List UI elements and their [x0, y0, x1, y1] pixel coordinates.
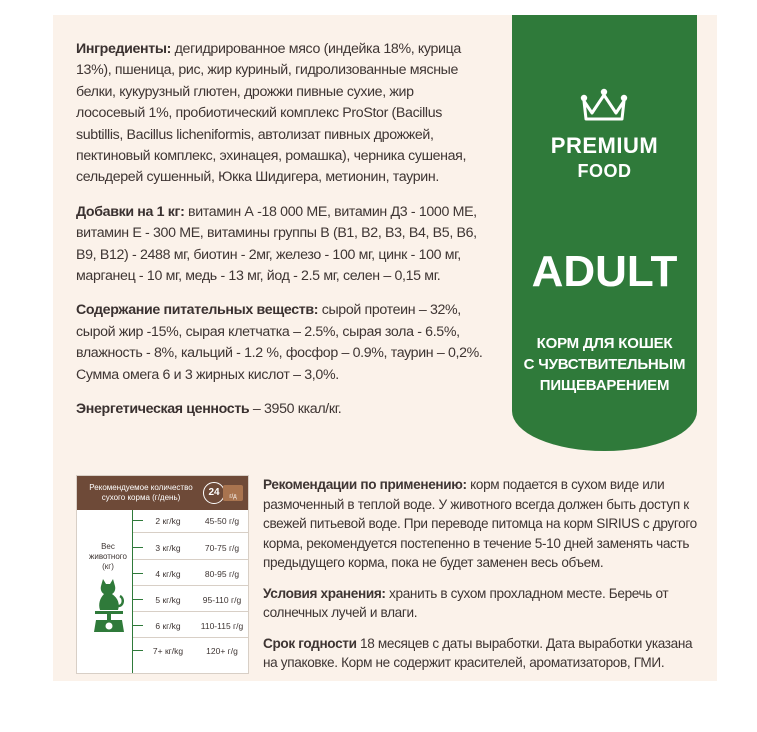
feeding-table-header	[77, 476, 248, 510]
feeding-header-line-2: сухого корма (г/день)	[101, 493, 181, 502]
weight-label	[83, 542, 133, 572]
storage-label: Условия хранения:	[263, 585, 386, 601]
storage-paragraph	[263, 584, 703, 623]
nutrients-label: Содержание питательных веществ:	[76, 302, 319, 319]
product-description	[512, 333, 697, 396]
feeding-header-line-1: Рекомендуемое количество	[89, 483, 193, 492]
ingredients-paragraph	[76, 39, 486, 189]
row-weight: 4 кг/kg	[155, 569, 181, 579]
row-weight: 6 кг/kg	[155, 621, 181, 631]
row-weight: 5 кг/kg	[155, 595, 181, 605]
feeding-row	[133, 590, 248, 612]
additives-label: Добавки на 1 кг:	[76, 203, 185, 220]
row-grams: 120+ г/g	[206, 646, 238, 656]
row-weight: 2 кг/kg	[155, 516, 181, 526]
feeding-row	[133, 564, 248, 586]
weight-label-line-1: Вес	[101, 542, 115, 551]
cat-on-scale-icon	[92, 576, 126, 636]
additives-text: витамин А -18 000 МЕ, витамин Д3 - 1000 МЕ, витамин Е - 300 МЕ, витамины группы В (В1, В2, В3, В4, В5, В6, В9, В12) - 2488 мг, биотин - 2мг, железо - 100 мг, цинк - 100 мг, марганец - 10 мг, медь - 13 мг, йод - 2.5 мг, селен – 0,15 мг.	[76, 203, 477, 285]
row-grams: 95-110 г/g	[202, 595, 242, 605]
desc-line-2: С ЧУВСТВИТЕЛЬНЫМ	[523, 356, 686, 373]
brand-card	[512, 15, 697, 451]
ingredients-label: Ингредиенты:	[76, 41, 172, 57]
nutrients-text: сырой протеин – 32%, сырой жир -15%, сырая клетчатка – 2.5%, сырая зола - 6.5%, влажность - 8%, кальций - 1.2 %, фосфор – 0.9%, таурин – 0,2%. Сумма омега 6 и 3 жирных кислот – 3,0%.	[76, 302, 483, 383]
energy-paragraph	[76, 399, 486, 420]
adult-label: ADULT	[531, 247, 678, 296]
usage-text: корм подается в сухом виде или размоченный в теплой воде. У животного всегда должен быть доступ к свежей питьевой воде. При переводе питомца на корм SIRIUS с другого корма, рекомендуется постепенно в течение 5-10 дней заменять часть предыдущего корма, пока не будет заменен весь объем.	[263, 477, 697, 570]
ingredients-text: дегидрированное мясо (индейка 18%, курица 13%), пшеница, рис, жир куриный, гидролизованные мясные белки, кукурузный глютен, дрожжи пивные сухие, жир лососевый 1%, пробиотический комплекс ProStor (Bacillus subtillis, Bacillus licheniformis, автолизат пивных дрожжей, пектиновый комплекс, эхинацея, ромашка), черника сушеная, сельдерей сушенный, Юкка Шидигера, метионин, таурин.	[76, 41, 467, 186]
feeding-row	[133, 641, 248, 662]
composition-text	[76, 39, 486, 434]
additives-paragraph	[76, 202, 486, 288]
row-grams: 45-50 г/g	[204, 516, 240, 526]
recommendations-text	[263, 475, 703, 684]
row-grams: 110-115 г/g	[200, 621, 244, 631]
crown-icon	[578, 87, 630, 125]
feeding-row	[133, 616, 248, 638]
premium-label: PREMIUM	[550, 133, 659, 158]
daily-badge	[203, 482, 245, 504]
shelf-life-paragraph	[263, 634, 703, 673]
feeding-table	[76, 475, 249, 674]
energy-text: – 3950 ккал/кг.	[249, 401, 342, 418]
energy-label: Энергетическая ценность	[76, 401, 250, 418]
shelf-life-text: 18 месяцев с даты выработки. Дата выработки указана на упаковке. Корм не содержит красителей, ароматизаторов, ГМИ.	[263, 635, 693, 670]
row-weight: 3 кг/kg	[155, 543, 181, 553]
desc-line-1: КОРМ ДЛЯ КОШЕК	[536, 335, 673, 352]
usage-label: Рекомендации по применению:	[263, 477, 467, 492]
bowl-icon	[223, 485, 243, 501]
nutrients-paragraph	[76, 300, 486, 386]
feeding-row	[133, 511, 248, 533]
shelf-life-label: Срок годности	[263, 635, 357, 651]
weight-label-line-2: животного	[89, 552, 127, 561]
weight-label-line-3: (кг)	[102, 562, 114, 571]
storage-text: хранить в сухом прохладном месте. Беречь от солнечных лучей и влаги.	[263, 585, 669, 620]
row-grams: 70-75 г/g	[204, 543, 240, 553]
badge-unit: г/д	[229, 494, 237, 500]
desc-line-3: ПИЩЕВАРЕНИЕМ	[539, 377, 670, 394]
badge-number: 24	[203, 482, 225, 504]
row-grams: 80-95 г/g	[204, 569, 240, 579]
feeding-row	[133, 538, 248, 560]
food-label: FOOD	[577, 161, 632, 181]
usage-paragraph	[263, 475, 703, 573]
row-weight: 7+ кг/kg	[152, 646, 184, 656]
